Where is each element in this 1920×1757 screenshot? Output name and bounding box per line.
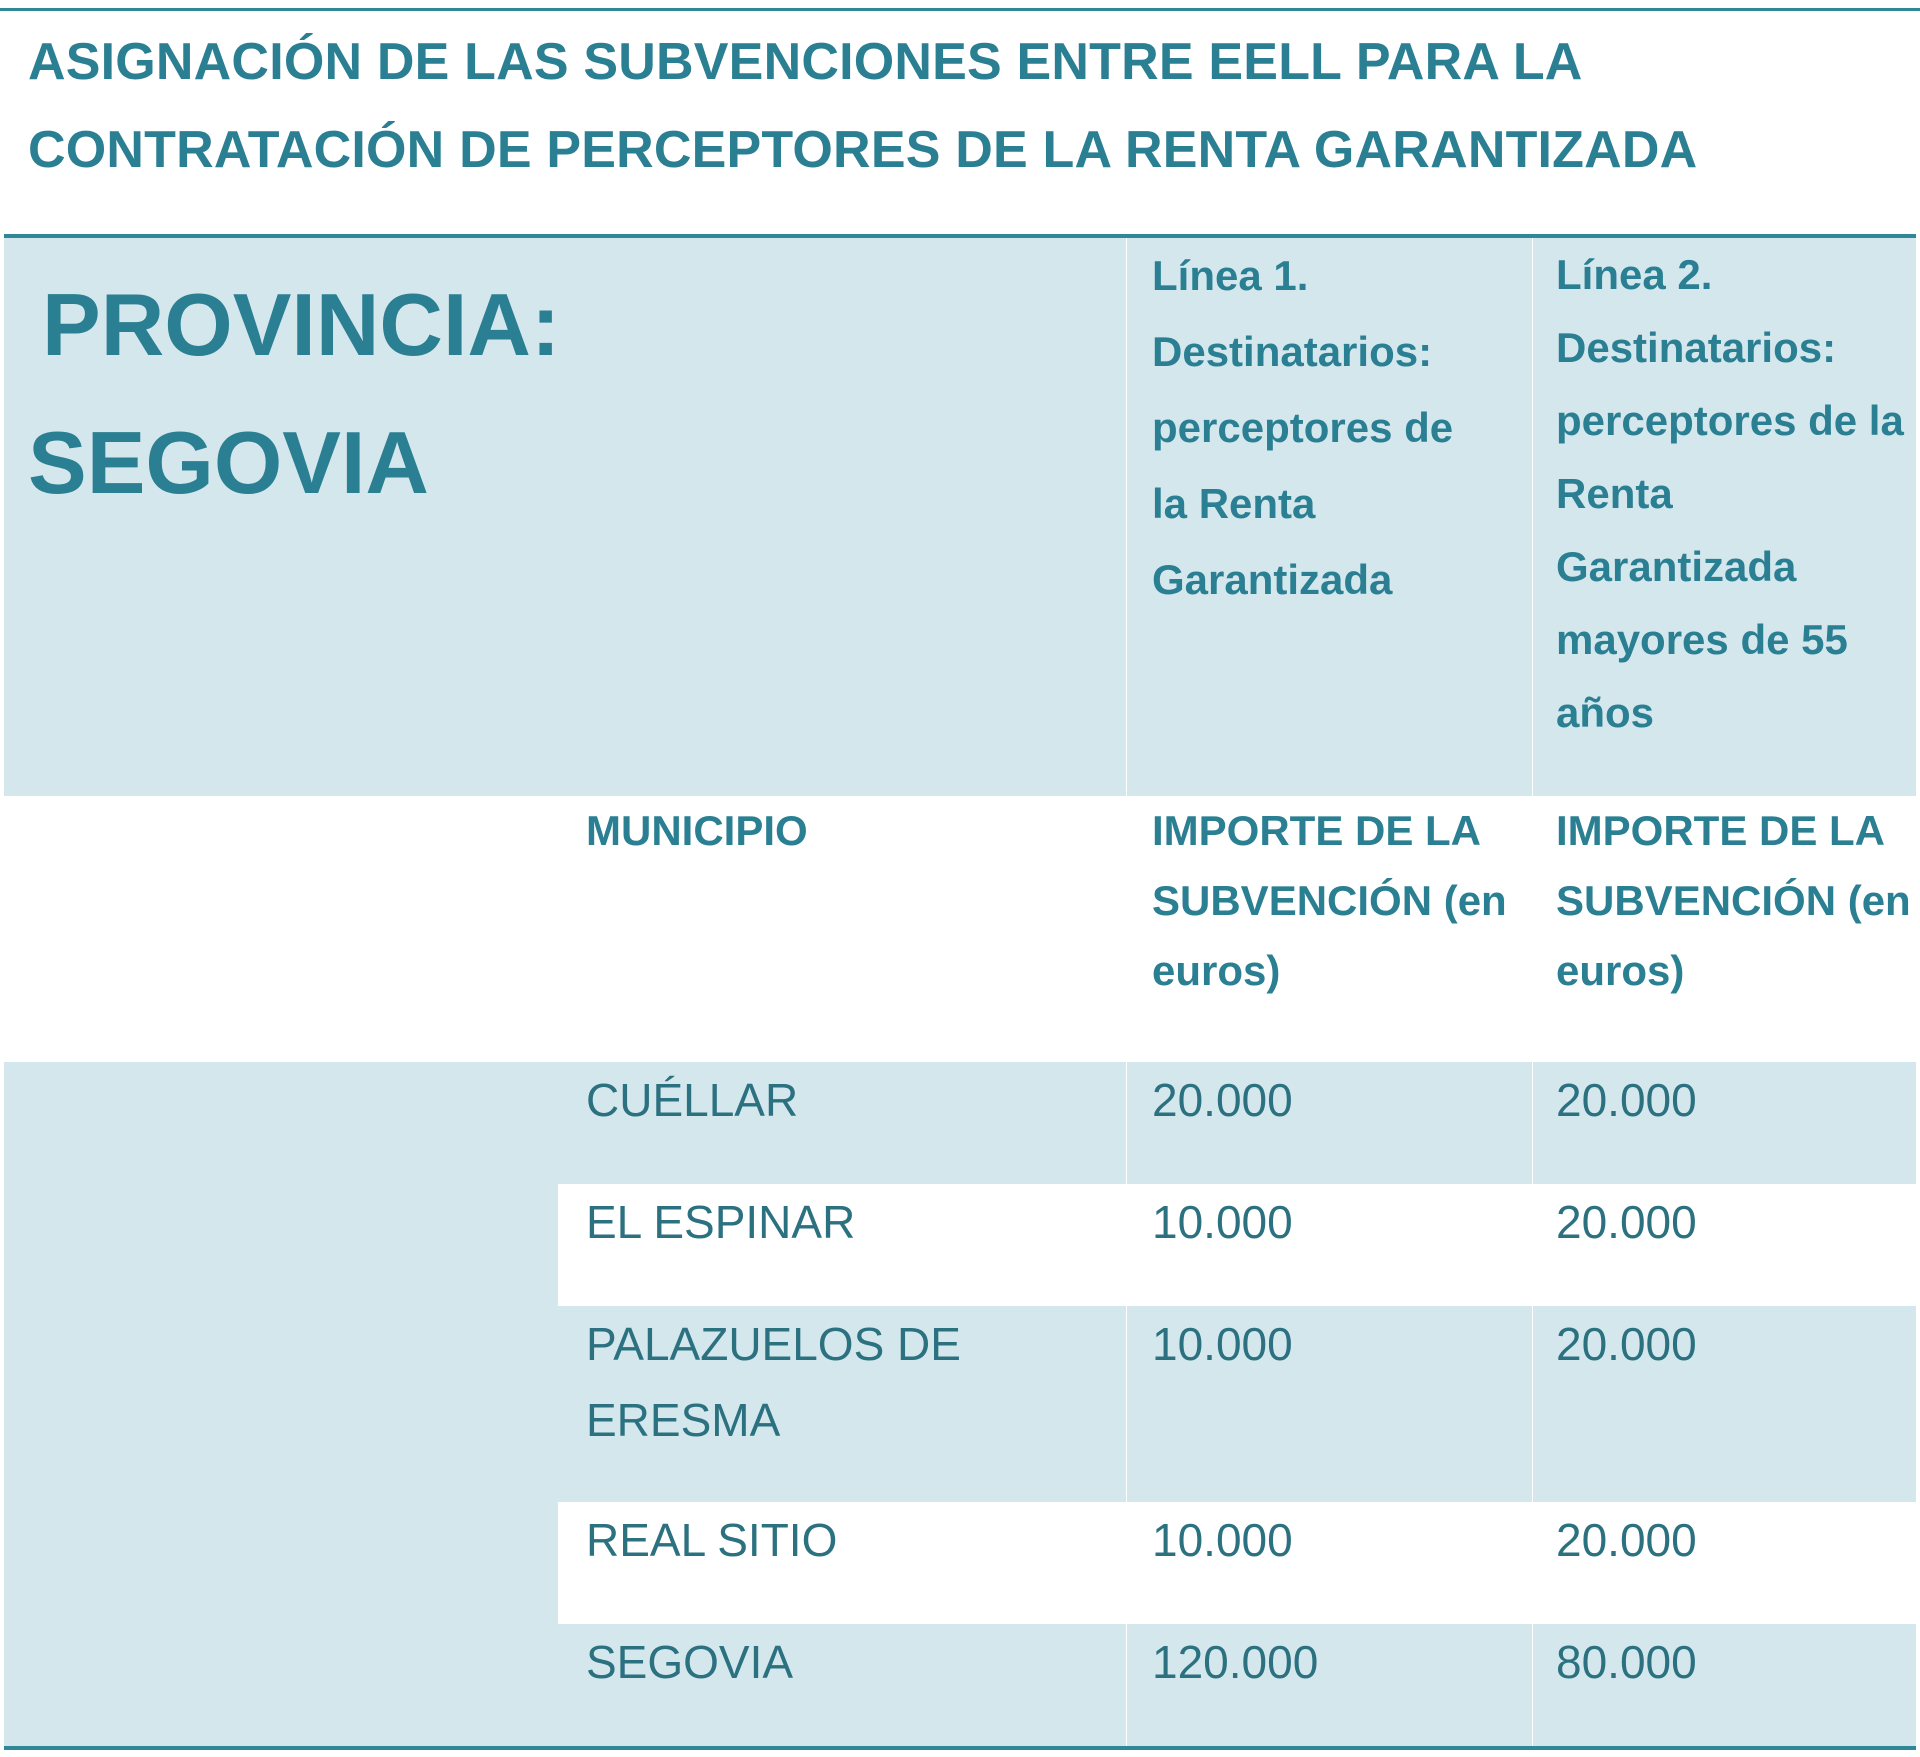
row-linea2-value: 80.000: [1556, 1636, 1697, 1688]
page-title: ASIGNACIÓN DE LAS SUBVENCIONES ENTRE EELL PARA LA CONTRATACIÓN DE PERCEPTORES DE LA RENTA GARANTIZADA: [28, 33, 1698, 179]
header-divider-1: [1126, 238, 1127, 796]
data-divider-1: [1126, 1062, 1127, 1746]
line1-header: Línea 1. Destinatarios: perceptores de la Renta Garantizada: [1152, 252, 1454, 603]
row-municipio: CUÉLLAR: [586, 1074, 799, 1126]
row-linea2-value: 20.000: [1556, 1196, 1697, 1248]
importe-header-line2: IMPORTE DE LA SUBVENCIÓN (en euros): [1556, 807, 1911, 994]
top-rule: [0, 8, 1920, 11]
row-linea2-value: 20.000: [1556, 1318, 1697, 1370]
row-linea1-value: 120.000: [1152, 1636, 1319, 1688]
row-linea1-value: 10.000: [1152, 1318, 1293, 1370]
row-linea1-value: 20.000: [1152, 1074, 1293, 1126]
province-name: SEGOVIA: [28, 413, 429, 512]
subsidy-table: [4, 234, 1916, 1752]
data-divider-2: [1532, 1062, 1533, 1746]
row-municipio: PALAZUELOS DE ERESMA: [586, 1318, 961, 1446]
row-municipio: REAL SITIO: [586, 1514, 838, 1566]
header-divider-2: [1532, 238, 1533, 796]
municipio-header: MUNICIPIO: [586, 807, 808, 854]
table-bottom-rule: [4, 1746, 1916, 1750]
row-municipio: SEGOVIA: [586, 1636, 794, 1688]
importe-header-line1: IMPORTE DE LA SUBVENCIÓN (en euros): [1152, 807, 1507, 994]
province-label: PROVINCIA:: [42, 275, 561, 374]
line2-header: Línea 2. Destinatarios: perceptores de la Renta Garantizada mayores de 55 años: [1556, 251, 1904, 736]
row-linea2-value: 20.000: [1556, 1514, 1697, 1566]
row-linea1-value: 10.000: [1152, 1196, 1293, 1248]
row-linea2-value: 20.000: [1556, 1074, 1697, 1126]
row-linea1-value: 10.000: [1152, 1514, 1293, 1566]
row-municipio: EL ESPINAR: [586, 1196, 856, 1248]
